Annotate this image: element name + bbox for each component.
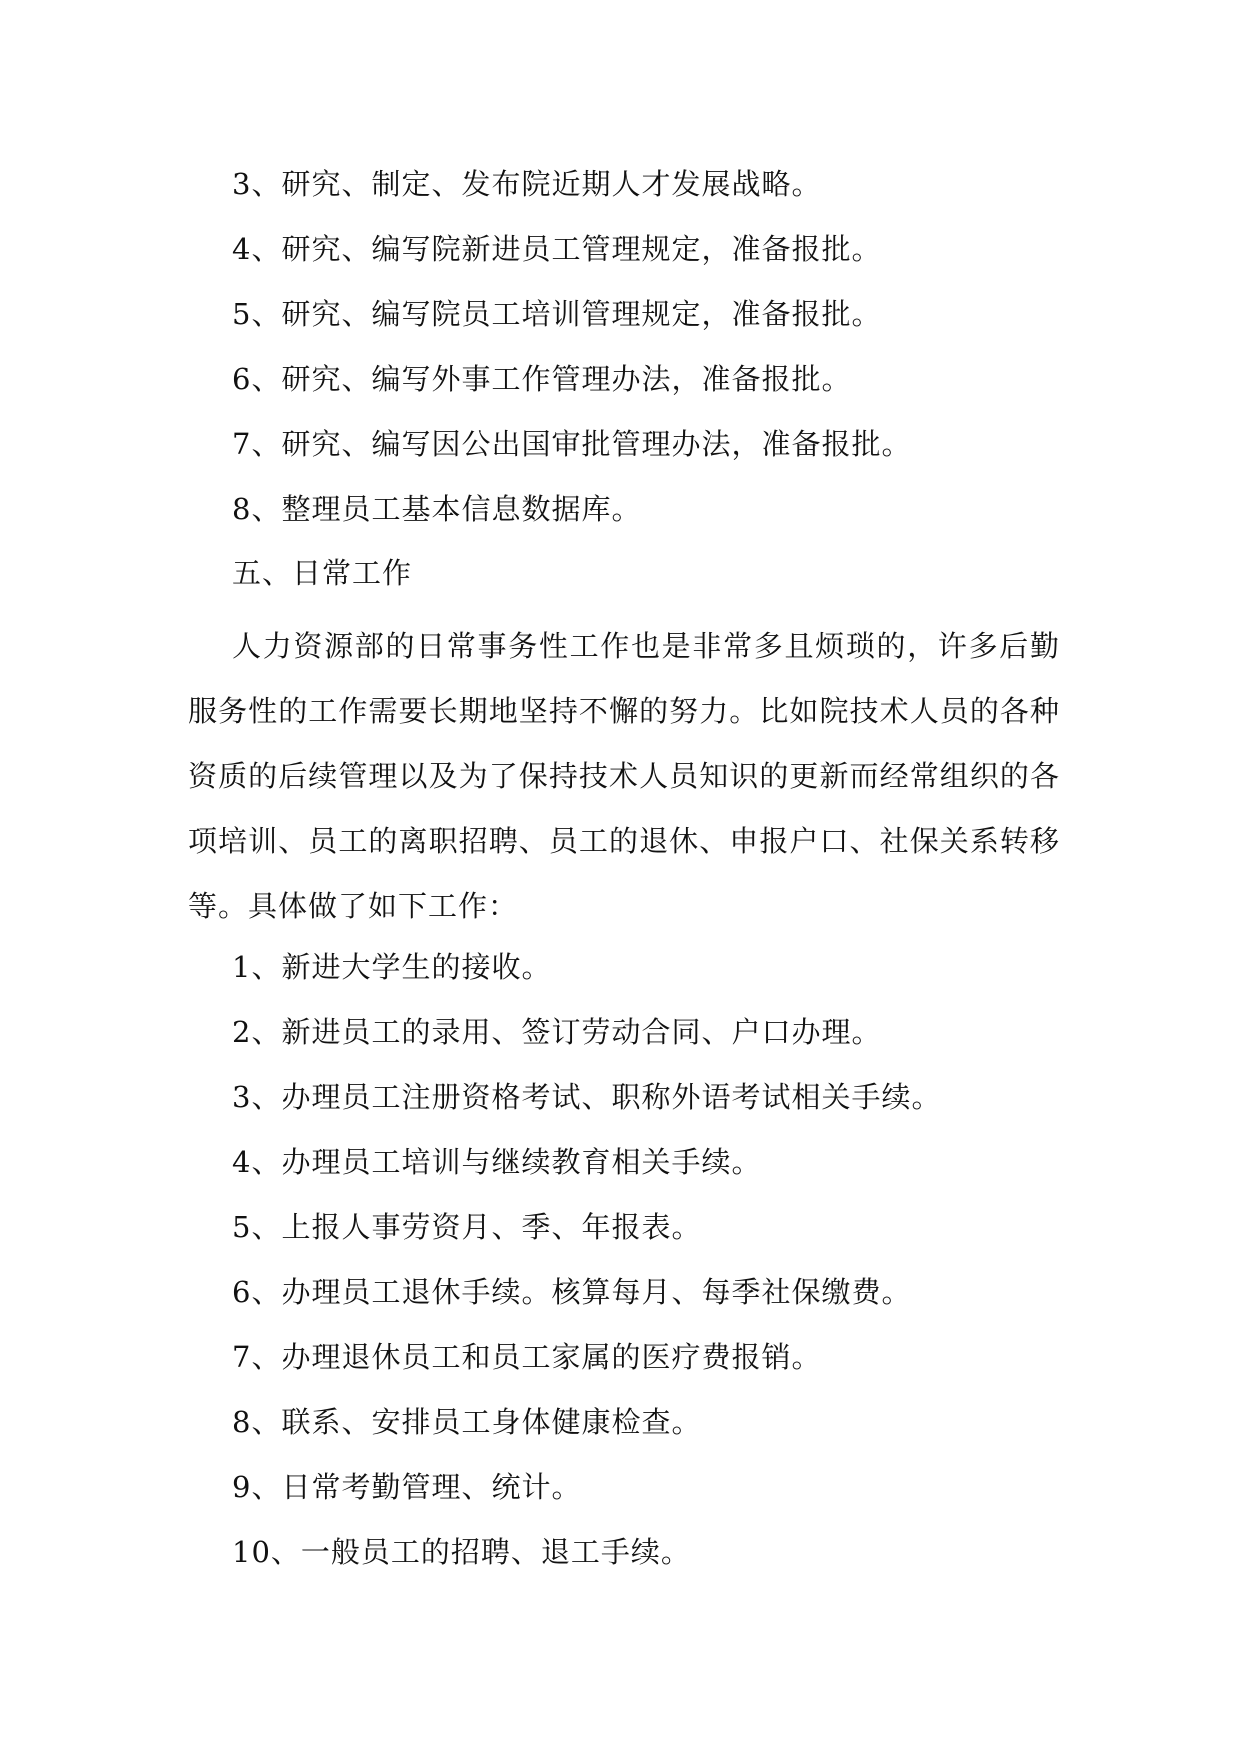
list-item: 9、日常考勤管理、统计。 — [232, 1470, 582, 1504]
list-item: 6、办理员工退休手续。核算每月、每季社保缴费。 — [232, 1275, 912, 1309]
list-item: 8、联系、安排员工身体健康检查。 — [232, 1405, 702, 1439]
list-item: 6、研究、编写外事工作管理办法，准备报批。 — [232, 362, 852, 396]
list-item: 4、办理员工培训与继续教育相关手续。 — [232, 1145, 762, 1179]
list-item: 8、整理员工基本信息数据库。 — [232, 492, 642, 526]
body-paragraph: 人力资源部的日常事务性工作也是非常多且烦琐的，许多后勤服务性的工作需要长期地坚持不懈的努力。比如院技术人员的各种资质的后续管理以及为了保持技术人员知识的更新而经常组织的各项培训、员工的离职招聘、员工的退休、申报户口、社保关系转移等。具体做了如下工作： — [188, 629, 1060, 923]
list-item: 4、研究、编写院新进员工管理规定，准备报批。 — [232, 232, 882, 266]
list-item: 2、新进员工的录用、签订劳动合同、户口办理。 — [232, 1015, 882, 1049]
list-item: 7、研究、编写因公出国审批管理办法，准备报批。 — [232, 427, 912, 461]
section-heading: 五、日常工作 — [232, 556, 413, 590]
list-item: 3、办理员工注册资格考试、职称外语考试相关手续。 — [232, 1080, 942, 1114]
list-item: 7、办理退休员工和员工家属的医疗费报销。 — [232, 1340, 822, 1374]
list-item: 5、上报人事劳资月、季、年报表。 — [232, 1210, 702, 1244]
list-item: 10、一般员工的招聘、退工手续。 — [232, 1535, 691, 1569]
list-item: 5、研究、编写院员工培训管理规定，准备报批。 — [232, 297, 882, 331]
list-item: 1、新进大学生的接收。 — [232, 950, 552, 984]
list-item: 3、研究、制定、发布院近期人才发展战略。 — [232, 167, 822, 201]
